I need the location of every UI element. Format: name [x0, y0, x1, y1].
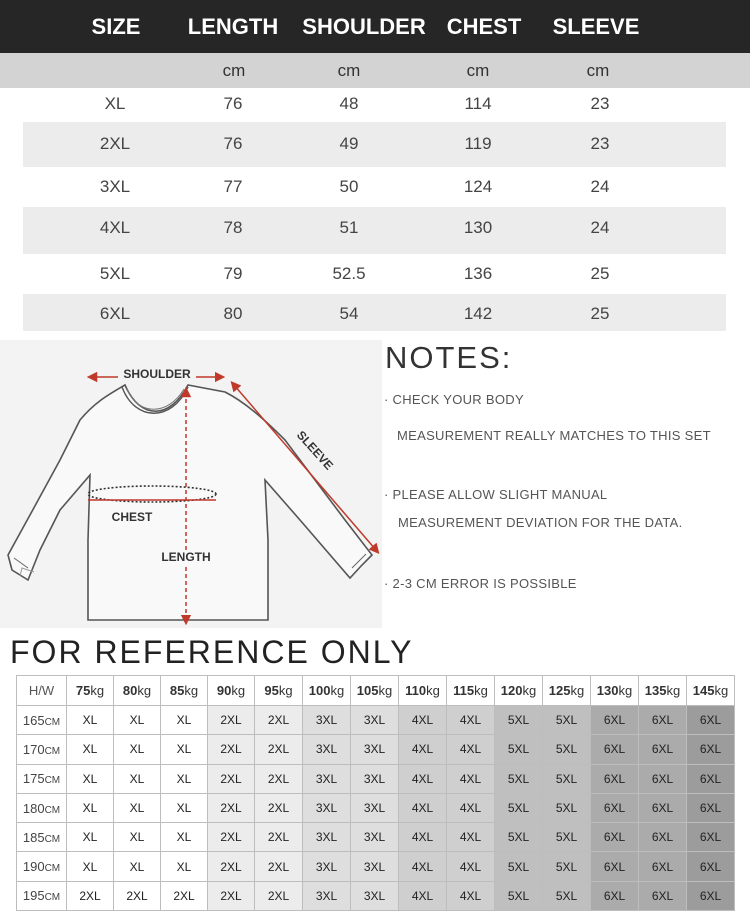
chest-cell: 124 — [463, 177, 493, 196]
size-cell: 4XL — [399, 852, 447, 881]
size-cell: 3XL — [351, 823, 399, 852]
weight-value: 135 — [644, 683, 667, 698]
weight-value: 110 — [405, 683, 427, 698]
size-cell: 5XL — [495, 823, 543, 852]
notes-title: NOTES: — [385, 340, 513, 375]
height-header — [17, 852, 67, 881]
corner-cell: H/W — [17, 676, 67, 706]
table-row — [23, 88, 726, 122]
size-cell: 2XL — [255, 881, 303, 910]
size-cell: 3XL — [351, 735, 399, 764]
table-row — [17, 735, 735, 764]
weight-header — [591, 676, 639, 706]
weight-value: 95 — [264, 683, 279, 698]
size-cell: 6XL — [687, 706, 735, 735]
height-unit: CM — [44, 775, 61, 787]
table-row — [17, 852, 735, 881]
weight-unit: kg — [137, 683, 152, 698]
weight-unit: kg — [184, 683, 199, 698]
height-header — [17, 881, 67, 910]
height-weight-table — [16, 675, 735, 911]
weight-value: 85 — [169, 683, 185, 698]
shoulder-cell: 51 — [339, 218, 359, 237]
size-cell: 2XL — [161, 881, 208, 910]
note-line: MEASUREMENT REALLY MATCHES TO THIS SET — [397, 428, 711, 443]
height-unit: CM — [44, 716, 61, 728]
size-cell: 6XL — [99, 304, 131, 323]
size-cell: 6XL — [591, 852, 639, 881]
size-cell: 5XL — [495, 793, 543, 822]
table-row — [17, 764, 735, 793]
height-value: 165 — [22, 712, 45, 728]
shoulder-label: SHOULDER — [123, 367, 191, 381]
size-cell: 3XL — [303, 823, 351, 852]
size-cell: 2XL — [255, 852, 303, 881]
size-cell: XL — [114, 823, 161, 852]
length-cell: 76 — [223, 94, 243, 113]
size-cell: XL — [67, 735, 114, 764]
size-cell: XL — [67, 706, 114, 735]
table-row — [17, 706, 735, 735]
weight-value: 80 — [122, 683, 138, 698]
size-cell: XL — [67, 764, 114, 793]
height-header — [17, 764, 67, 793]
size-cell: 5XL — [495, 764, 543, 793]
weight-unit: kg — [714, 683, 729, 698]
height-header — [17, 793, 67, 822]
size-cell: 5XL — [543, 764, 591, 793]
size-cell: 5XL — [495, 881, 543, 910]
height-unit: CM — [44, 892, 61, 904]
weight-header — [255, 676, 303, 706]
size-cell: 2XL — [255, 764, 303, 793]
weight-value: 125 — [548, 683, 571, 698]
size-cell: 4XL — [447, 881, 495, 910]
sleeve-cell: 24 — [590, 177, 610, 196]
size-cell: 5XL — [495, 852, 543, 881]
weight-header — [114, 676, 161, 706]
size-cell: 6XL — [639, 735, 687, 764]
size-cell: 6XL — [591, 881, 639, 910]
sleeve-cell: 23 — [590, 94, 610, 113]
size-cell: 2XL — [208, 706, 255, 735]
length-cell: 78 — [223, 218, 243, 237]
table-row — [23, 294, 726, 331]
size-chart-header — [0, 0, 750, 53]
size-cell: 6XL — [687, 852, 735, 881]
weight-header — [687, 676, 735, 706]
note-line: · CHECK YOUR BODY — [384, 392, 524, 407]
size-cell: 4XL — [399, 706, 447, 735]
size-cell: XL — [161, 706, 208, 735]
height-value: 185 — [22, 829, 45, 845]
size-cell: 4XL — [399, 823, 447, 852]
size-cell: 6XL — [591, 793, 639, 822]
sleeve-cell: 25 — [590, 304, 610, 323]
size-cell: 2XL — [208, 852, 255, 881]
size-cell: 6XL — [687, 735, 735, 764]
size-cell: XL — [67, 823, 114, 852]
shirt-outline — [8, 385, 372, 620]
size-cell: 4XL — [447, 852, 495, 881]
weight-header — [447, 676, 495, 706]
size-cell: 6XL — [591, 764, 639, 793]
size-cell: 3XL — [351, 881, 399, 910]
weight-header — [208, 676, 255, 706]
note-line: · PLEASE ALLOW SLIGHT MANUAL — [384, 487, 608, 502]
sleeve-cell: 25 — [590, 264, 610, 283]
weight-value: 90 — [216, 683, 232, 698]
size-cell: 2XL — [67, 881, 114, 910]
size-cell: 2XL — [255, 823, 303, 852]
weight-value: 145 — [692, 683, 715, 698]
sleeve-cell: 24 — [590, 218, 610, 237]
size-cell: 4XL — [399, 793, 447, 822]
size-cell: 3XL — [303, 881, 351, 910]
length-cell: 77 — [223, 177, 243, 196]
size-cell: 5XL — [99, 264, 131, 283]
reference-title: FOR REFERENCE ONLY — [10, 634, 414, 670]
size-cell: 6XL — [639, 764, 687, 793]
weight-value: 115 — [453, 683, 475, 698]
weight-unit: kg — [330, 683, 345, 698]
size-cell: 2XL — [208, 764, 255, 793]
size-cell: XL — [161, 735, 208, 764]
size-cell: 5XL — [543, 706, 591, 735]
height-unit: CM — [44, 804, 61, 816]
weight-unit: kg — [426, 683, 440, 698]
size-cell: 6XL — [687, 881, 735, 910]
size-cell: 2XL — [208, 823, 255, 852]
size-cell: 3XL — [303, 852, 351, 881]
weight-value: 120 — [500, 683, 523, 698]
units-row — [0, 53, 750, 88]
table-row — [23, 122, 726, 167]
unit-sleeve: cm — [586, 61, 610, 80]
size-cell: 3XL — [303, 706, 351, 735]
size-cell: 3XL — [303, 764, 351, 793]
weight-header — [543, 676, 591, 706]
weight-value: 130 — [596, 683, 619, 698]
chest-cell: 142 — [463, 304, 493, 323]
chest-cell: 119 — [464, 134, 492, 153]
weight-value: 105 — [356, 683, 379, 698]
size-cell: XL — [161, 793, 208, 822]
size-cell: 3XL — [351, 764, 399, 793]
weight-unit: kg — [666, 683, 681, 698]
size-cell: 5XL — [495, 735, 543, 764]
length-label: LENGTH — [161, 550, 211, 564]
shoulder-cell: 49 — [339, 134, 359, 153]
chest-cell: 114 — [464, 94, 492, 113]
header-size: SIZE — [91, 14, 141, 39]
shoulder-cell: 52.5 — [332, 264, 366, 283]
size-cell: 4XL — [447, 706, 495, 735]
size-cell: XL — [161, 823, 208, 852]
size-cell: 6XL — [639, 852, 687, 881]
size-cell: 3XL — [99, 177, 131, 196]
length-cell: 79 — [223, 264, 243, 283]
size-chart-body — [23, 88, 726, 331]
weight-unit: kg — [618, 683, 633, 698]
size-cell: XL — [114, 852, 161, 881]
height-unit: CM — [44, 745, 61, 757]
size-cell: 2XL — [208, 735, 255, 764]
chest-label: CHEST — [111, 510, 153, 524]
weight-value: 75 — [75, 683, 91, 698]
height-value: 195 — [22, 888, 45, 904]
unit-shoulder: cm — [337, 61, 361, 80]
height-header — [17, 735, 67, 764]
size-cell: 6XL — [687, 793, 735, 822]
weight-unit: kg — [90, 683, 105, 698]
size-cell: 6XL — [687, 823, 735, 852]
size-cell: 6XL — [639, 793, 687, 822]
height-value: 180 — [22, 800, 45, 816]
table-row — [23, 254, 726, 294]
weight-header — [495, 676, 543, 706]
weight-header — [303, 676, 351, 706]
weight-header — [351, 676, 399, 706]
size-cell: XL — [114, 793, 161, 822]
size-cell: 5XL — [543, 793, 591, 822]
size-cell: XL — [161, 764, 208, 793]
size-cell: 5XL — [543, 823, 591, 852]
size-cell: 5XL — [495, 706, 543, 735]
unit-length: cm — [222, 61, 246, 80]
weight-unit: kg — [522, 683, 537, 698]
weight-unit: kg — [378, 683, 393, 698]
shirt-measurement-diagram — [0, 340, 382, 628]
size-cell: 4XL — [447, 764, 495, 793]
size-cell: 4XL — [399, 735, 447, 764]
weight-header — [67, 676, 114, 706]
size-cell: 6XL — [591, 823, 639, 852]
weight-unit: kg — [474, 683, 488, 698]
size-cell: 2XL — [255, 735, 303, 764]
size-cell: 2XL — [99, 134, 131, 153]
height-value: 190 — [22, 859, 45, 875]
size-cell: 6XL — [591, 706, 639, 735]
size-cell: XL — [161, 852, 208, 881]
length-cell: 76 — [223, 134, 243, 153]
size-cell: 2XL — [114, 881, 161, 910]
weight-unit: kg — [570, 683, 585, 698]
table-header-row — [17, 676, 735, 706]
size-cell: 4XL — [399, 764, 447, 793]
chest-cell: 130 — [463, 218, 493, 237]
size-cell: 4XL — [447, 823, 495, 852]
height-header — [17, 823, 67, 852]
size-cell: 5XL — [543, 735, 591, 764]
size-cell: XL — [114, 706, 161, 735]
height-unit: CM — [44, 863, 61, 875]
table-row — [23, 167, 726, 207]
unit-chest: cm — [466, 61, 490, 80]
weight-unit: kg — [231, 683, 246, 698]
shoulder-cell: 48 — [339, 94, 359, 113]
size-cell: 3XL — [351, 706, 399, 735]
size-cell: 4XL — [99, 218, 131, 237]
header-length: LENGTH — [187, 14, 279, 39]
height-header — [17, 706, 67, 735]
size-cell: 6XL — [687, 764, 735, 793]
header-chest: CHEST — [446, 14, 522, 39]
size-cell: 3XL — [351, 793, 399, 822]
weight-header — [399, 676, 447, 706]
table-row — [17, 793, 735, 822]
size-cell: XL — [67, 852, 114, 881]
table-row — [23, 207, 726, 254]
size-cell: 2XL — [208, 881, 255, 910]
size-cell: 2XL — [208, 793, 255, 822]
header-shoulder: SHOULDER — [302, 14, 426, 39]
weight-unit: kg — [278, 683, 293, 698]
size-cell: 4XL — [447, 793, 495, 822]
size-cell: 6XL — [639, 706, 687, 735]
weight-header — [639, 676, 687, 706]
size-cell: 4XL — [447, 735, 495, 764]
shoulder-cell: 50 — [339, 177, 359, 196]
length-cell: 80 — [223, 304, 243, 323]
size-cell: 5XL — [543, 881, 591, 910]
height-value: 175 — [22, 771, 45, 787]
header-sleeve: SLEEVE — [552, 14, 640, 39]
size-cell: 6XL — [639, 823, 687, 852]
size-cell: XL — [104, 94, 126, 113]
height-unit: CM — [44, 833, 61, 845]
size-cell: 3XL — [303, 735, 351, 764]
sleeve-label: SLEEVE — [293, 428, 337, 473]
size-cell: 6XL — [639, 881, 687, 910]
size-cell: 6XL — [591, 735, 639, 764]
size-cell: XL — [67, 793, 114, 822]
shoulder-cell: 54 — [339, 304, 359, 323]
size-cell: 2XL — [255, 793, 303, 822]
size-cell: 2XL — [255, 706, 303, 735]
sleeve-cell: 23 — [590, 134, 610, 153]
size-cell: 3XL — [351, 852, 399, 881]
note-line: MEASUREMENT DEVIATION FOR THE DATA. — [398, 515, 683, 530]
table-row — [17, 823, 735, 852]
size-cell: 4XL — [399, 881, 447, 910]
size-cell: 3XL — [303, 793, 351, 822]
size-cell: XL — [114, 764, 161, 793]
size-cell: XL — [114, 735, 161, 764]
note-line: · 2-3 CM ERROR IS POSSIBLE — [384, 576, 577, 591]
chest-cell: 136 — [463, 264, 493, 283]
height-value: 170 — [22, 741, 45, 757]
size-cell: 5XL — [543, 852, 591, 881]
table-row — [17, 881, 735, 910]
weight-value: 100 — [308, 683, 331, 698]
weight-header — [161, 676, 208, 706]
